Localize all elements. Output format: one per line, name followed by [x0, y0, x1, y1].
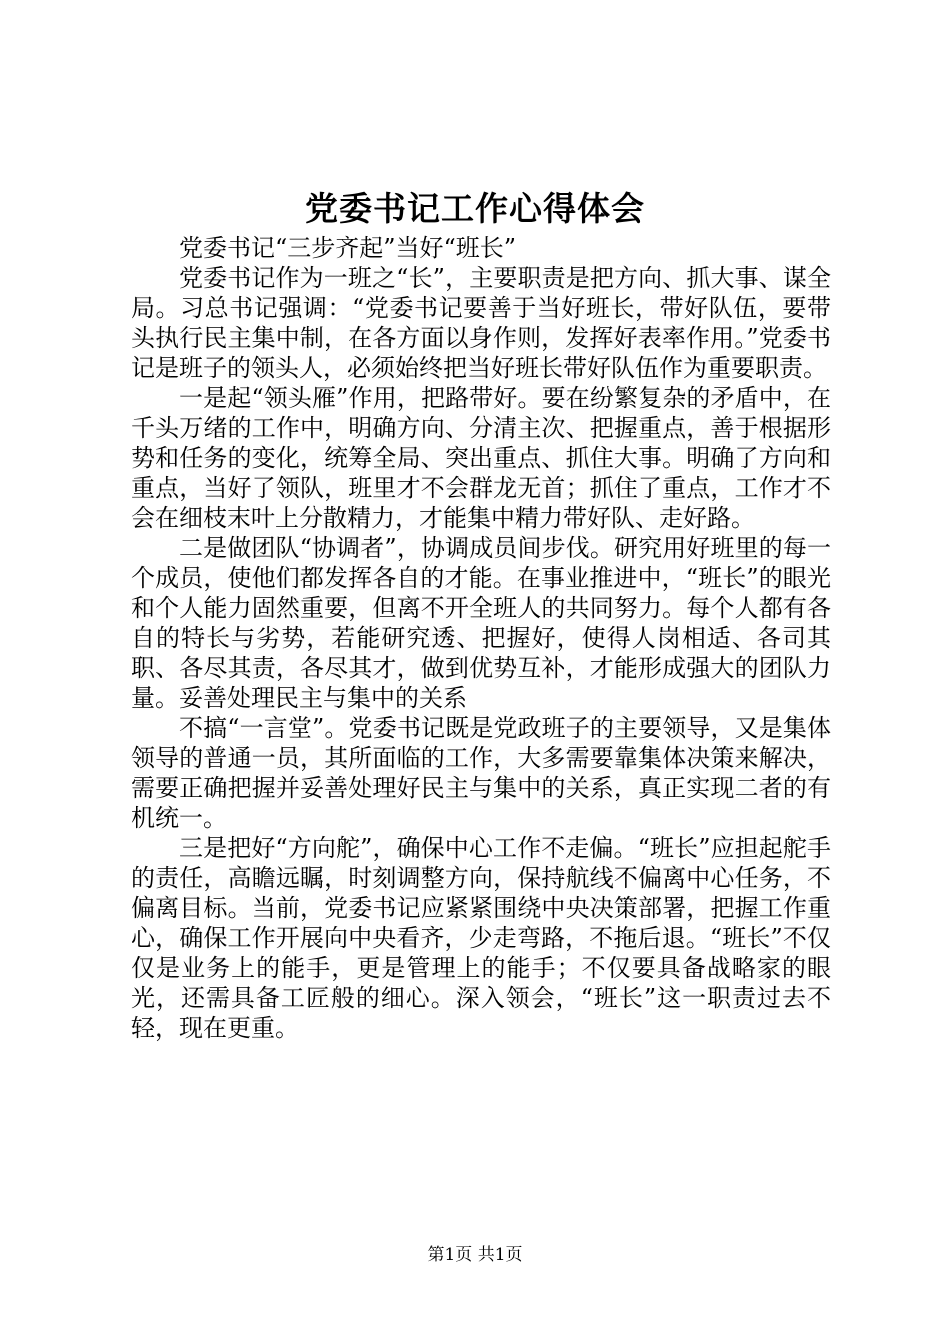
- intro-paragraph: 党委书记作为一班之“长”，主要职责是把方向、抓大事、谋全局。习总书记强调：“党委书记要善于当好班长，带好队伍，要带头执行民主集中制，在各方面以身作则，发挥好表率作用。”党委书记是班子的领头人，必须始终把当好班长带好队伍作为重要职责。: [131, 264, 831, 382]
- page-footer: 第1页 共1页: [427, 1245, 523, 1265]
- body-paragraph-second-point: 二是做团队“协调者”，协调成员间步伐。研究用好班里的每一个成员，使他们都发挥各自的才能。在事业推进中，“班长”的眼光和个人能力固然重要，但离不开全班人的共同努力。每个人都有各自的特长与劣势，若能研究透、把握好，使得人岗相适、各司其职、各尽其责，各尽其才，做到优势互补，才能形成强大的团队力量。妥善处理民主与集中的关系: [131, 534, 831, 712]
- document-title: 党委书记工作心得体会: [305, 189, 645, 228]
- document-body: [131, 233, 831, 1043]
- body-paragraph-first-point: 一是起“领头雁”作用，把路带好。要在纷繁复杂的矛盾中，在千头万绪的工作中，明确方向、分清主次、把握重点，善于根据形势和任务的变化，统筹全局、突出重点、抓住大事。明确了方向和重点，当好了领队，班里才不会群龙无首；抓住了重点，工作才不会在细枝末叶上分散精力，才能集中精力带好队、走好路。: [131, 384, 831, 532]
- body-paragraph-third-point: 三是把好“方向舵”，确保中心工作不走偏。“班长”应担起舵手的责任，高瞻远瞩，时刻调整方向，保持航线不偏离中心任务，不偏离目标。当前，党委书记应紧紧围绕中央决策部署，把握工作重心，确保工作开展向中央看齐，少走弯路，不拖后退。“班长”不仅仅是业务上的能手，更是管理上的能手；不仅要具备战略家的眼光，还需具备工匠般的细心。深入领会，“班长”这一职责过去不轻，现在更重。: [131, 834, 831, 1042]
- subtitle-paragraph: 党委书记“三步齐起”当好“班长”: [179, 234, 517, 262]
- body-paragraph-democracy: 不搞“一言堂”。党委书记既是党政班子的主要领导，又是集体领导的普通一员，其所面临的工作，大多需要靠集体决策来解决，需要正确把握并妥善处理好民主与集中的关系，真正实现二者的有机统一。: [131, 714, 831, 832]
